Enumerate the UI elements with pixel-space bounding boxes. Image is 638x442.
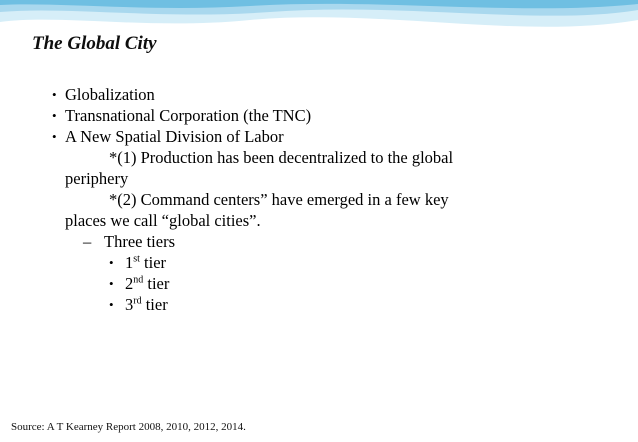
subpoint-line: *(2) Command centers” have emerged in a few key xyxy=(109,190,449,209)
subpoint-line: periphery xyxy=(65,169,129,188)
bullet-item xyxy=(52,126,612,147)
bullet-dot-icon: • xyxy=(109,297,114,312)
tier-label: tier xyxy=(144,253,167,272)
tier-label: tier xyxy=(145,295,168,314)
slide-title: The Global City xyxy=(32,33,157,54)
bullet-list xyxy=(52,84,612,315)
tier-label: tier xyxy=(147,274,170,293)
subpoint xyxy=(52,189,612,231)
subpoint-line: places we call “global cities”. xyxy=(65,211,261,230)
bullet-text: Globalization xyxy=(65,85,155,104)
dash-icon: – xyxy=(83,232,92,251)
tier-number: 2 xyxy=(125,274,134,293)
subpoint xyxy=(52,147,612,189)
dash-item xyxy=(52,231,612,252)
bullet-item xyxy=(52,84,612,105)
bullet-item xyxy=(52,105,612,126)
bullet-dot-icon: • xyxy=(109,276,114,291)
bullet-dot-icon: • xyxy=(52,87,57,102)
tier-number: 3 xyxy=(125,295,134,314)
tier-item xyxy=(52,294,612,315)
bullet-text: Transnational Corporation (the TNC) xyxy=(65,106,312,125)
bullet-dot-icon: • xyxy=(109,255,114,270)
tier-suffix: rd xyxy=(133,295,142,307)
tier-item xyxy=(52,252,612,273)
subpoint-line: *(1) Production has been decentralized to the global xyxy=(109,148,454,167)
bullet-dot-icon: • xyxy=(52,129,57,144)
bullet-dot-icon: • xyxy=(52,108,57,123)
tier-item xyxy=(52,273,612,294)
bullet-text: A New Spatial Division of Labor xyxy=(65,127,284,146)
tier-suffix: st xyxy=(133,253,140,265)
source-citation: Source: A T Kearney Report 2008, 2010, 2012, 2014. xyxy=(11,421,246,433)
tier-number: 1 xyxy=(125,253,134,272)
tier-suffix: nd xyxy=(133,274,144,286)
dash-text: Three tiers xyxy=(104,232,176,251)
